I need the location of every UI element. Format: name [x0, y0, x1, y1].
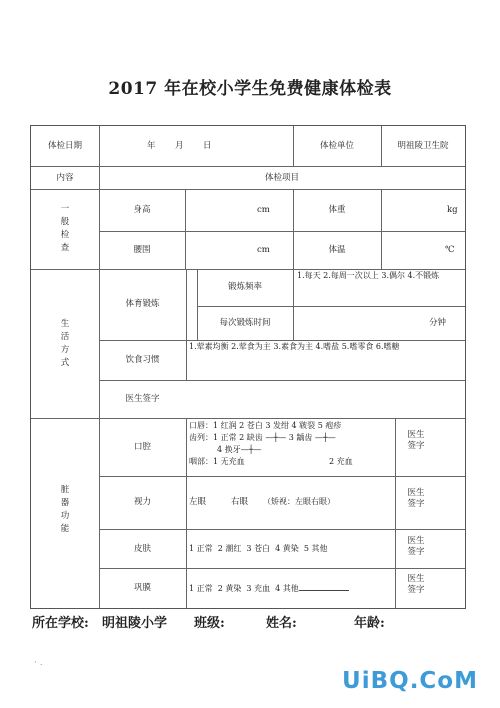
scan-dots: · . [34, 658, 43, 668]
exam-items-label: 体检项目 [264, 173, 299, 183]
waist-label: 腰围 [133, 245, 151, 255]
sclera-doctor-sign: 医生签字 [407, 574, 425, 595]
lifestyle-doctor-sign-label: 医生签字 [125, 394, 160, 404]
oral-pharynx-line: 咽部：1 无充血 [189, 457, 245, 466]
exercise-time-label: 每次锻炼时间 [219, 318, 271, 328]
name-label: 姓名: [266, 616, 297, 631]
temperature-label: 体温 [328, 245, 346, 255]
exercise-label: 体育锻炼 [125, 299, 160, 309]
skin-label: 皮肤 [133, 544, 151, 554]
lifestyle-label: 生活方式 [60, 319, 70, 368]
vision-left-eye: 左眼 [189, 497, 207, 507]
health-exam-form [30, 125, 466, 609]
weight-label: 体重 [328, 205, 346, 215]
exercise-time-unit: 分钟 [429, 318, 447, 328]
exam-unit-value: 明祖陵卫生院 [397, 141, 449, 151]
sclera-other-blank [299, 582, 349, 591]
day-label: 日 [203, 141, 212, 151]
general-check-label: 一般检查 [60, 204, 70, 253]
year-label: 年 [147, 141, 156, 151]
sclera-options [189, 582, 349, 595]
month-label: 月 [175, 141, 184, 151]
oral-label: 口腔 [133, 442, 151, 452]
vision-doctor-sign: 医生签字 [407, 488, 425, 509]
exam-unit-label: 体检单位 [319, 141, 354, 151]
diet-habit-options: 1.荤素均衡 2.荤食为主 3.素食为主 4.嗜盐 5.嗜零食 6.嗜糖 [189, 342, 400, 351]
oral-pharynx-congested: 2 充血 [329, 457, 353, 466]
exercise-frequency-options: 1.每天 2.每周一次以上 3.偶尔 4.不锻炼 [297, 271, 440, 280]
oral-teeth-change-line: 4 换牙—┼— [217, 445, 262, 454]
height-unit: cm [257, 205, 270, 215]
school-label: 所在学校: [32, 616, 89, 631]
school-value: 明祖陵小学 [102, 616, 168, 631]
vision-corrected: （矫视：左眼右眼） [263, 497, 335, 506]
sclera-options-text: 1 正常 2 黄染 3 充血 4 其他 [189, 584, 299, 593]
age-label: 年龄: [354, 616, 385, 631]
weight-unit: kg [447, 205, 458, 215]
vision-right-eye: 右眼 [231, 497, 249, 507]
oral-teeth-line: 齿列：1 正常 2 缺齿 —┼— 3 龋齿 —┼— [189, 433, 336, 442]
waist-unit: cm [257, 245, 270, 255]
temperature-unit: ℃ [445, 245, 455, 255]
organ-function-label: 脏器功能 [60, 485, 70, 534]
vision-label: 视力 [133, 497, 151, 507]
exercise-frequency-label: 锻炼频率 [227, 282, 262, 292]
skin-options: 1 正常 2 潮红 3 苍白 4 黄染 5 其他 [189, 544, 328, 553]
site-watermark: UiBQ.CoM [342, 668, 478, 694]
sclera-label: 巩膜 [133, 583, 151, 593]
content-label: 内容 [56, 173, 74, 183]
height-label: 身高 [133, 205, 151, 215]
exam-date-label: 体检日期 [47, 141, 82, 151]
oral-doctor-sign: 医生签字 [407, 430, 425, 451]
skin-doctor-sign: 医生签字 [407, 536, 425, 557]
page-title: 2017 年在校小学生免费健康体检表 [108, 79, 392, 99]
diet-habit-label: 饮食习惯 [125, 355, 160, 365]
class-label: 班级: [194, 616, 225, 631]
oral-lips-line: 口唇：1 红润 2 苍白 3 发绀 4 皲裂 5 疱疹 [189, 421, 342, 430]
